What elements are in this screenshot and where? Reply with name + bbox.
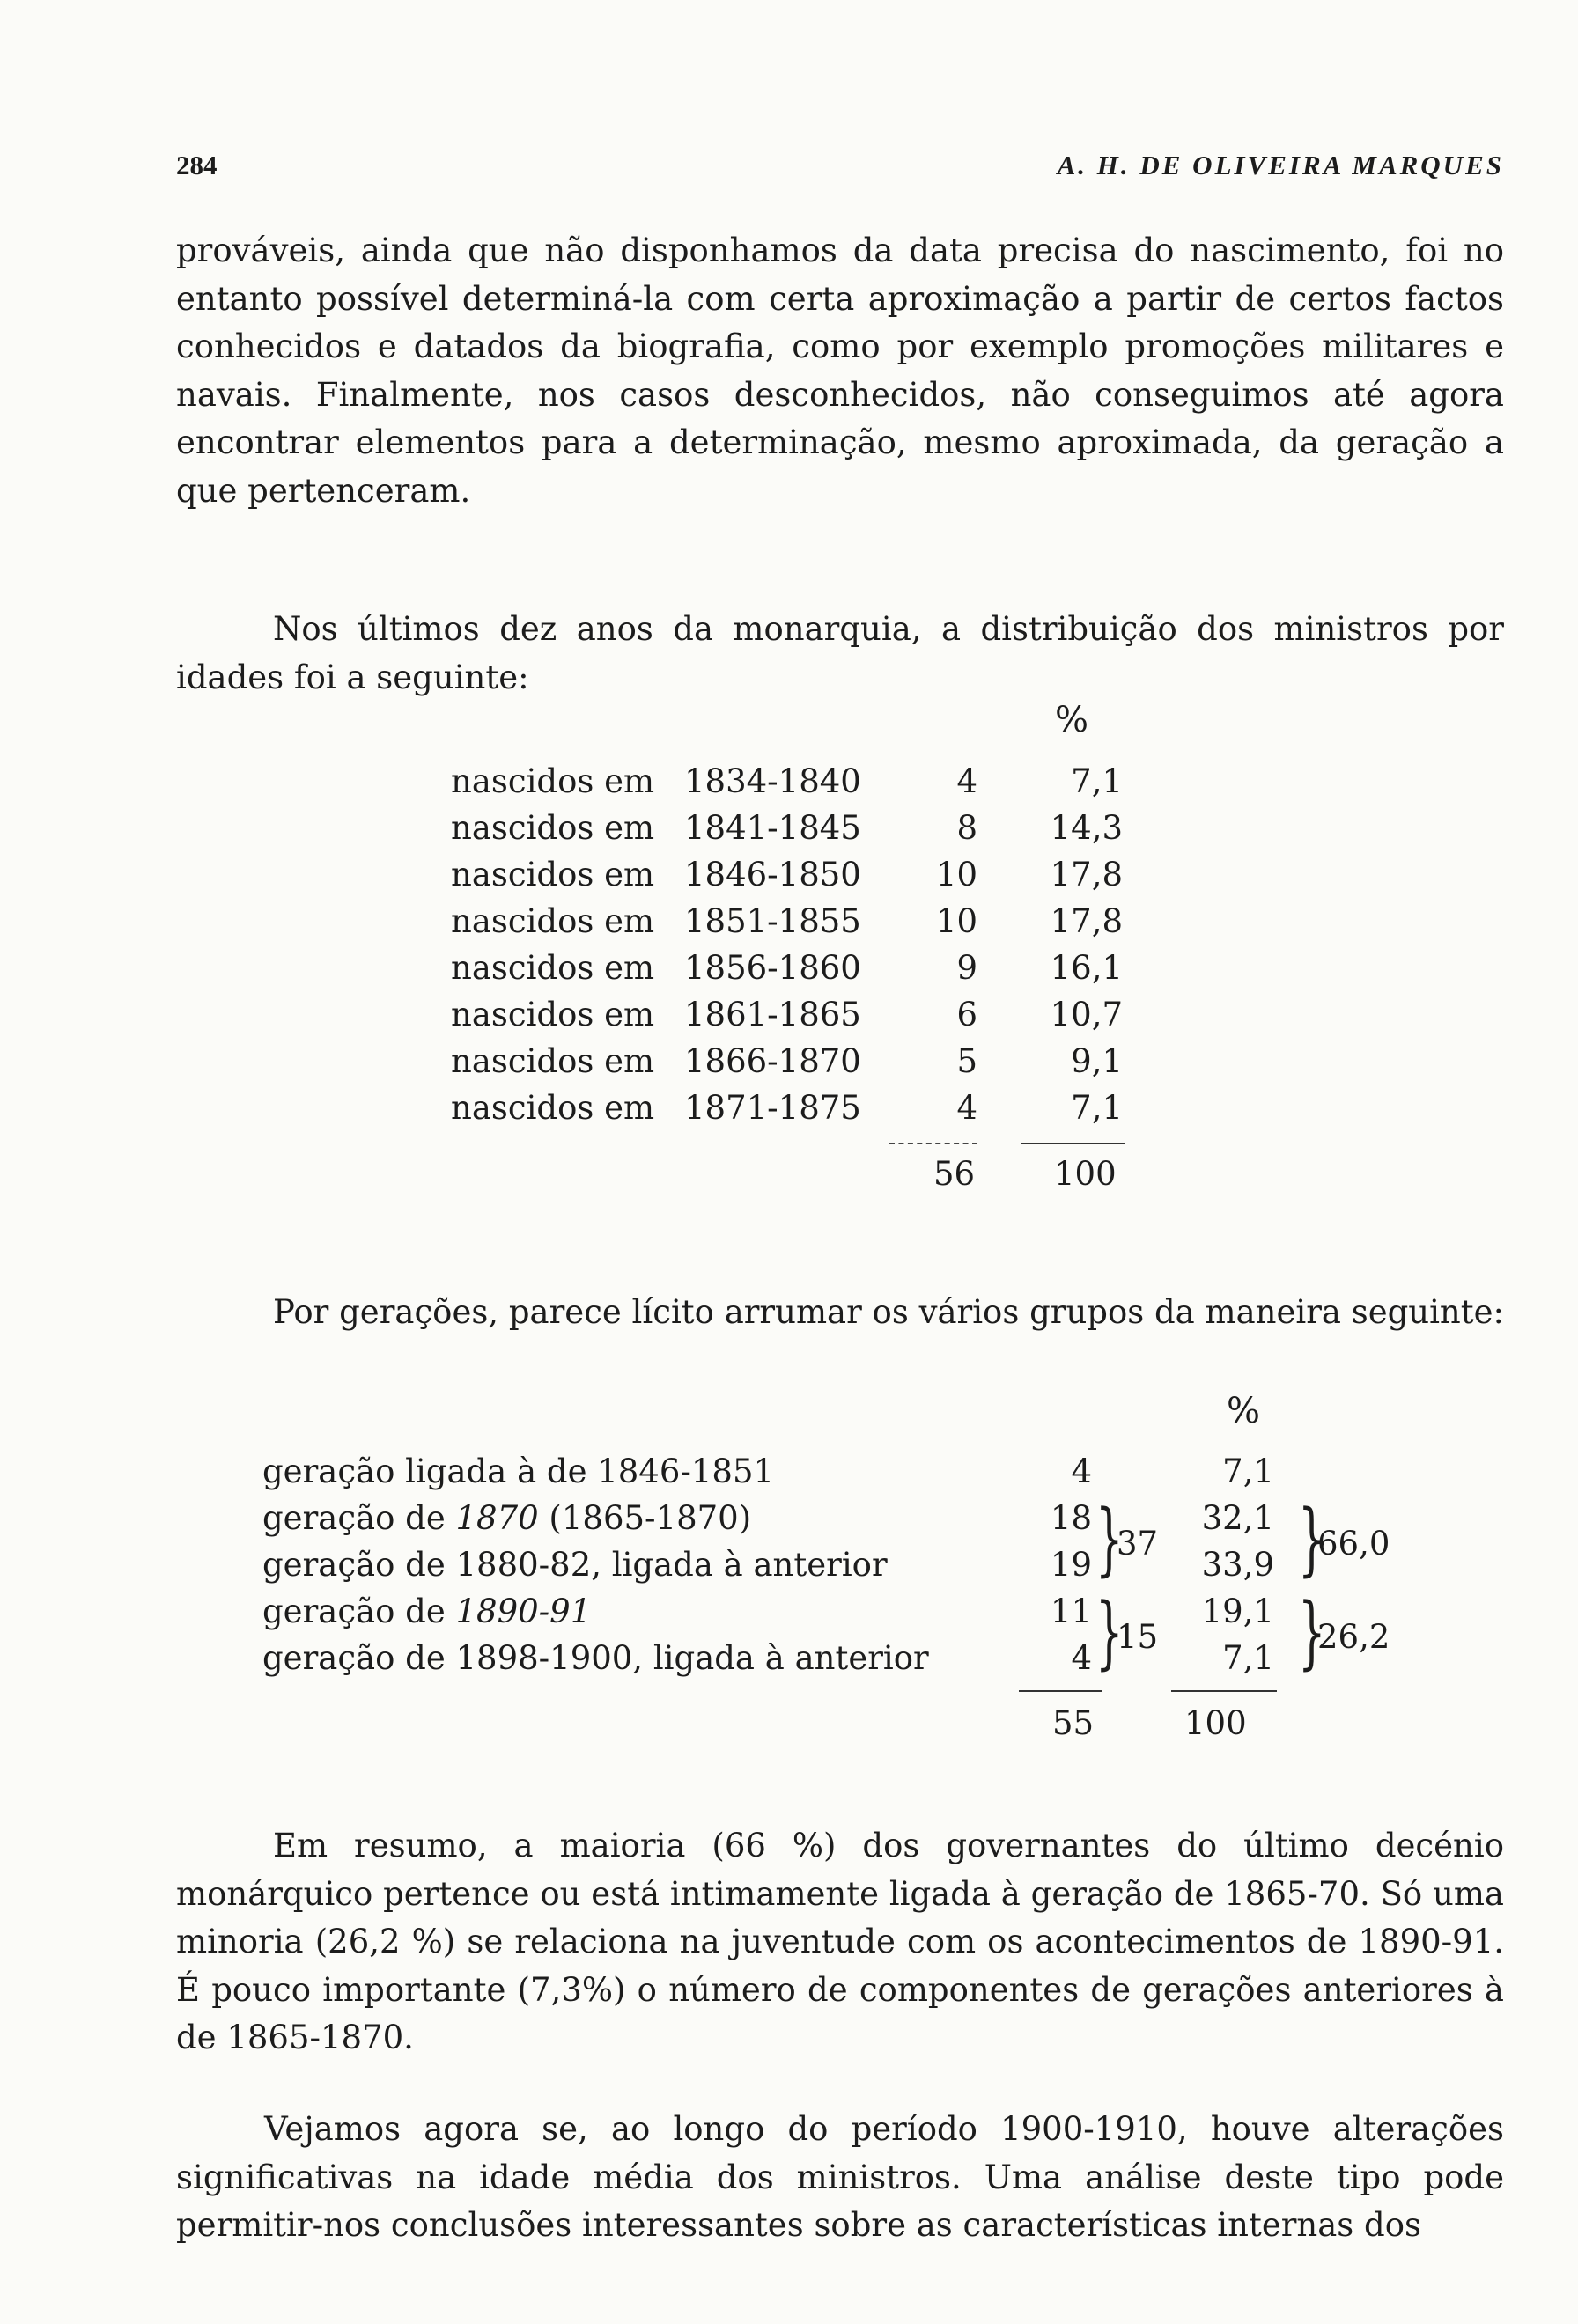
group-count: 37 bbox=[1117, 1525, 1159, 1563]
row-count: 5 bbox=[956, 1042, 977, 1080]
paragraph-1: prováveis, ainda que não disponhamos da data precisa do nascimento, foi no entanto possível determiná-la com certa aproximação a partir de certos factos conhecidos e datados da biografia, como por exemplo promoções militares e navais. Finalmente, nos casos desconhecidos, não conseguimos até agora encontrar elementos para a determinação, mesmo aproximada, da geração a que pertenceram. bbox=[176, 232, 1504, 510]
row-percent: 7,1 bbox=[1222, 1452, 1274, 1490]
row-percent: 7,1 bbox=[1071, 762, 1123, 800]
row-count: 11 bbox=[1050, 1592, 1092, 1630]
row-percent: 14,3 bbox=[1050, 809, 1123, 847]
row-range: 1861-1865 bbox=[684, 996, 861, 1033]
percent-header: % bbox=[1055, 700, 1089, 740]
row-count: 19 bbox=[1050, 1546, 1092, 1584]
label-text: geração de bbox=[262, 1592, 456, 1630]
row-percent: 9,1 bbox=[1071, 1042, 1123, 1080]
row-count: 4 bbox=[1071, 1639, 1092, 1677]
paragraph-3: Por gerações, parece lícito arrumar os vários grupos da maneira seguinte: bbox=[273, 1293, 1504, 1331]
label-italic: 1890-91 bbox=[455, 1592, 592, 1630]
page-number: 284 bbox=[176, 150, 218, 180]
row-label: nascidos em bbox=[451, 1042, 655, 1080]
row-percent: 7,1 bbox=[1071, 1089, 1123, 1127]
brace-percents-2: } bbox=[1298, 1586, 1326, 1679]
row-label bbox=[262, 1499, 751, 1537]
paragraph-5: Vejamos agora se, ao longo do período 1900-1910, houve alterações significativas na idade média dos ministros. Uma análise deste tipo pode permitir-nos conclusões interessantes sobre as características internas dos bbox=[176, 2110, 1504, 2244]
row-percent: 19,1 bbox=[1201, 1592, 1274, 1630]
row-range: 1834-1840 bbox=[684, 762, 861, 800]
row-range: 1866-1870 bbox=[684, 1042, 861, 1080]
brace-percents-1: } bbox=[1298, 1493, 1326, 1585]
group-percent: 66,0 bbox=[1317, 1525, 1390, 1563]
row-range: 1846-1850 bbox=[684, 856, 861, 894]
row-count: 4 bbox=[1071, 1452, 1092, 1490]
total-percent: 100 bbox=[1054, 1155, 1117, 1193]
row-percent: 32,1 bbox=[1201, 1499, 1274, 1537]
paragraph-2: Nos últimos dez anos da monarquia, a distribuição dos ministros por idades foi a seguinte: bbox=[176, 610, 1504, 696]
row-count: 4 bbox=[956, 1089, 977, 1127]
label-text: geração de bbox=[262, 1499, 456, 1537]
row-count: 8 bbox=[956, 809, 977, 847]
group-count: 15 bbox=[1117, 1618, 1159, 1656]
row-label: nascidos em bbox=[451, 809, 655, 847]
brace-counts-2: } bbox=[1095, 1586, 1124, 1679]
row-label: nascidos em bbox=[451, 1089, 655, 1127]
row-range: 1871-1875 bbox=[684, 1089, 861, 1127]
row-label bbox=[262, 1546, 888, 1584]
row-range: 1841-1845 bbox=[684, 809, 861, 847]
row-count: 18 bbox=[1050, 1499, 1092, 1537]
row-percent: 17,8 bbox=[1050, 902, 1123, 940]
row-count: 10 bbox=[935, 856, 977, 894]
percent-sum-rule bbox=[1021, 1143, 1125, 1144]
paragraph-4: Em resumo, a maioria (66 %) dos governantes do último decénio monárquico pertence ou está intimamente ligada à geração de 1865-70. Só uma minoria (26,2 %) se relaciona na juventude com os acontecimentos de 1890-91. É pouco importante (7,3%) o número de componentes de gerações anteriores à de 1865-1870. bbox=[176, 1827, 1504, 2056]
row-count: 10 bbox=[935, 902, 977, 940]
total-count: 55 bbox=[1052, 1704, 1095, 1742]
label-text: geração de 1898-1900, ligada à anterior bbox=[262, 1639, 929, 1677]
percent-sum-rule bbox=[1171, 1690, 1277, 1692]
row-percent: 7,1 bbox=[1222, 1639, 1274, 1677]
label-text: geração ligada à de 1846-1851 bbox=[262, 1452, 775, 1490]
page-header bbox=[176, 150, 1504, 185]
label-text: geração de 1880-82, ligada à anterior bbox=[262, 1546, 888, 1584]
row-range: 1851-1855 bbox=[684, 902, 861, 940]
row-label: nascidos em bbox=[451, 762, 655, 800]
row-count: 4 bbox=[956, 762, 977, 800]
row-percent: 17,8 bbox=[1050, 856, 1123, 894]
percent-header: % bbox=[1227, 1391, 1261, 1431]
row-label: nascidos em bbox=[451, 949, 655, 987]
row-label: nascidos em bbox=[451, 996, 655, 1033]
row-label: nascidos em bbox=[451, 856, 655, 894]
total-percent: 100 bbox=[1184, 1704, 1247, 1742]
row-count: 6 bbox=[956, 996, 977, 1033]
count-sum-rule bbox=[889, 1143, 977, 1144]
label-italic: 1870 bbox=[455, 1499, 539, 1537]
total-count: 56 bbox=[933, 1155, 976, 1193]
group-percent: 26,2 bbox=[1317, 1618, 1390, 1656]
row-range: 1856-1860 bbox=[684, 949, 861, 987]
count-sum-rule bbox=[1019, 1690, 1102, 1692]
row-label: nascidos em bbox=[451, 902, 655, 940]
row-percent: 10,7 bbox=[1050, 996, 1123, 1033]
row-percent: 16,1 bbox=[1050, 949, 1123, 987]
brace-counts-1: } bbox=[1095, 1493, 1124, 1585]
row-percent: 33,9 bbox=[1201, 1546, 1274, 1584]
row-label bbox=[262, 1592, 591, 1630]
running-head: A. H. DE OLIVEIRA MARQUES bbox=[1057, 150, 1504, 180]
row-label bbox=[262, 1452, 774, 1490]
label-text: (1865-1870) bbox=[538, 1499, 752, 1537]
row-label bbox=[262, 1639, 929, 1677]
row-count: 9 bbox=[956, 949, 977, 987]
